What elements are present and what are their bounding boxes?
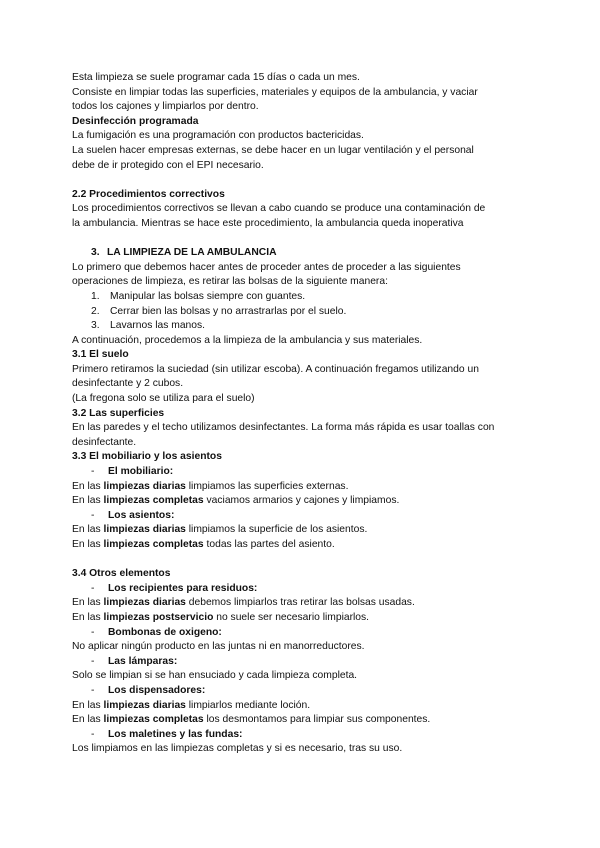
subheading-maletines <box>72 728 542 743</box>
list-item <box>72 290 542 305</box>
subheading-bombonas <box>72 626 542 641</box>
text-line: No aplicar ningún producto en las juntas ni en manorreductores. <box>72 641 365 653</box>
spacer <box>72 232 542 247</box>
emphasis: limpiezas completas <box>103 539 204 550</box>
text-line: La fumigación es una programación con productos bactericidas. <box>72 130 364 142</box>
list-number: 3. <box>91 320 100 332</box>
list-item <box>72 319 542 334</box>
text-run: los desmontamos para limpiar sus componentes. <box>203 714 431 726</box>
subheading-asientos <box>72 509 542 524</box>
emphasis: limpiezas completas <box>103 495 204 507</box>
subheading-mobiliario <box>72 465 542 480</box>
text-run: debemos limpiarlos tras retirar las bolsas usadas. <box>185 597 415 609</box>
dash-bullet: - <box>91 655 95 667</box>
text-run: limpiamos la superficie de los asientos. <box>185 524 368 536</box>
dash-bullet: - <box>91 582 95 594</box>
text-line <box>72 523 542 538</box>
text-line <box>72 596 542 611</box>
text-line: Esta limpieza se suele programar cada 15 días o cada un mes. <box>72 72 360 83</box>
document-page <box>72 71 542 757</box>
list-number: 1. <box>91 290 100 302</box>
text-line: Lo primero que debemos hacer antes de proceder antes de proceder a las siguientes <box>72 261 461 273</box>
text-line: la ambulancia. Mientras se hace este procedimiento, la ambulancia queda inoperativa <box>72 217 464 229</box>
text-line: Primero retiramos la suciedad (sin utilizar escoba). A continuación fregamos utilizando un <box>72 363 479 375</box>
emphasis: limpiezas diarias <box>103 480 186 492</box>
text-run: En las <box>72 714 104 726</box>
text-line: En las paredes y el techo utilizamos desinfectantes. La forma más rápida es usar toallas con <box>72 422 495 434</box>
text-run: En las <box>72 539 104 550</box>
text-line <box>72 699 542 714</box>
text-run: no suele ser necesario limpiarlos. <box>213 611 370 623</box>
emphasis: limpiezas diarias <box>103 524 186 536</box>
heading-3-1: 3.1 El suelo <box>72 349 129 361</box>
subheading-label: Bombonas de oxigeno: <box>108 626 222 638</box>
list-text: Cerrar bien las bolsas y no arrastrarlas por el suelo. <box>110 305 347 317</box>
text-line: Los limpiamos en las limpiezas completas y si es necesario, tras su uso. <box>72 743 403 755</box>
text-run: limpiarlos mediante loción. <box>185 699 311 711</box>
text-line <box>72 713 542 728</box>
text-line: todos los cajones y limpiarlos por dentro. <box>72 101 259 113</box>
emphasis: limpiezas diarias <box>103 597 186 609</box>
emphasis: limpiezas diarias <box>103 699 186 711</box>
subheading-label: El mobiliario: <box>108 466 174 478</box>
dash-bullet: - <box>91 684 95 696</box>
text-line: debe de ir protegido con el EPI necesario. <box>72 159 264 171</box>
text-line: desinfectante y 2 cubos. <box>72 378 184 390</box>
heading-3-3: 3.3 El mobiliario y los asientos <box>72 451 222 463</box>
emphasis: limpiezas completas <box>103 714 204 726</box>
text-line <box>72 611 542 626</box>
list-item <box>72 305 542 320</box>
list-text: Lavarnos las manos. <box>110 320 206 332</box>
text-run: En las <box>72 524 104 536</box>
subheading-label: Los dispensadores: <box>108 684 206 696</box>
heading-2-2: 2.2 Procedimientos correctivos <box>72 188 225 200</box>
list-number: 2. <box>91 305 100 317</box>
text-line: Los procedimientos correctivos se llevan a cabo cuando se produce una contaminación de <box>72 203 486 215</box>
text-run: En las <box>72 495 104 507</box>
text-line: (La fregona solo se utiliza para el suelo) <box>72 393 255 405</box>
dash-bullet: - <box>91 728 95 740</box>
spacer <box>72 553 542 568</box>
dash-bullet: - <box>91 466 95 478</box>
text-line: A continuación, procedemos a la limpieza de la ambulancia y sus materiales. <box>72 334 423 346</box>
subheading-label: Los maletines y las fundas: <box>108 728 243 740</box>
subheading-label: Los asientos: <box>108 509 175 521</box>
list-text: Manipular las bolsas siempre con guantes. <box>110 290 306 302</box>
dash-bullet: - <box>91 626 95 638</box>
text-run: todas las partes del asiento. <box>203 539 335 550</box>
text-run: En las <box>72 699 104 711</box>
heading-desinfeccion: Desinfección programada <box>72 115 199 127</box>
text-line: operaciones de limpieza, es retirar las bolsas de la siguiente manera: <box>72 276 388 288</box>
spacer <box>72 173 542 188</box>
subheading-recipientes <box>72 582 542 597</box>
heading-section-3 <box>72 246 542 261</box>
text-line: desinfectante. <box>72 436 137 448</box>
subheading-lamparas <box>72 655 542 670</box>
text-line <box>72 538 542 553</box>
section-title: LA LIMPIEZA DE LA AMBULANCIA <box>107 247 277 259</box>
text-line <box>72 494 542 509</box>
heading-3-4: 3.4 Otros elementos <box>72 568 171 580</box>
text-run: vaciamos armarios y cajones y limpiamos. <box>203 495 400 507</box>
subheading-dispensadores <box>72 684 542 699</box>
text-run: En las <box>72 480 104 492</box>
text-line: Consiste en limpiar todas las superficies, materiales y equipos de la ambulancia, y vaciar <box>72 86 478 98</box>
text-line: La suelen hacer empresas externas, se debe hacer en un lugar ventilación y el personal <box>72 144 474 156</box>
subheading-label: Las lámparas: <box>108 655 178 667</box>
text-run: limpiamos las superficies externas. <box>185 480 349 492</box>
emphasis: limpiezas postservicio <box>103 611 214 623</box>
heading-3-2: 3.2 Las superficies <box>72 407 165 419</box>
subheading-label: Los recipientes para residuos: <box>108 582 258 594</box>
text-run: En las <box>72 597 104 609</box>
text-line: Solo se limpian si se han ensuciado y cada limpieza completa. <box>72 670 358 682</box>
dash-bullet: - <box>91 509 95 521</box>
text-run: En las <box>72 611 104 623</box>
text-line <box>72 480 542 495</box>
section-number: 3. <box>91 247 100 259</box>
